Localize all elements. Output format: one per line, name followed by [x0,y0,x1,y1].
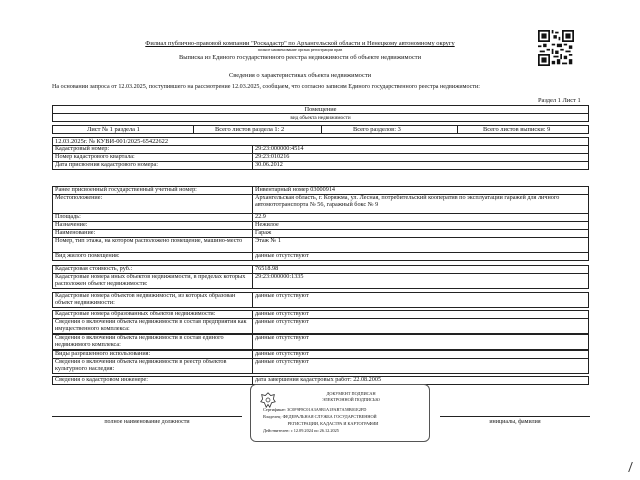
detail-value: Этаж № 1 [255,238,281,244]
document-subtitle: Сведения о характеристиках объекта недвижимости [228,72,372,79]
signature-stamp [250,384,430,442]
total-sheets: Всего листов выписки: 9 [483,126,551,133]
detail-label: Местоположение: [53,195,253,213]
object-type-caption: вид объекта недвижимости [290,115,351,121]
detail-label: Сведения о кадастровом инженере: [53,377,253,384]
stamp-owner: Владелец: ФЕДЕРАЛЬНАЯ СЛУЖБА ГОСУДАРСТВЕННОЙ [263,414,377,419]
detail-row [52,237,589,253]
detail-value: данные отсутствуют [255,311,309,317]
detail-value: Архангельская область, г. Коряжма, ул. Лесная, потребительский кооператив по эксплуатации гаражей для личного автомототранспорта № 56, гаражный бокс № 9 [255,195,560,208]
detail-row [52,334,589,350]
sheet-info-row [52,125,589,134]
stamp-subtitle: ЭЛЕКТРОННОЙ ПОДПИСЬЮ [322,397,380,402]
position-line [52,416,242,417]
divider [321,126,322,133]
detail-row [52,318,589,334]
detail-label: Кадастровые номера образованных объектов недвижимости: [53,311,253,318]
detail-label: Виды разрешенного использования: [53,351,253,358]
total-sheets-section: Всего листов раздела 1: 2 [215,126,285,133]
detail-value: данные отсутствуют [255,253,309,259]
meta-label: Кадастровый номер: [53,146,253,153]
detail-row [52,252,589,261]
qr-code-icon [538,30,574,66]
detail-value: 76518.98 [255,266,279,272]
detail-label: Кадастровые номера иных объектов недвижимости, в пределах которых расположен объект недвижимости: [53,274,253,288]
total-sections: Всего разделов: 3 [353,126,401,133]
request-basis: На основании запроса от 12.03.2025, поступившего на рассмотрение 12.03.2025, сообщаем, что согласно записям Единого государственного реестра недвижимости: [52,84,480,90]
detail-label: Кадастровые номера объектов недвижимости, из которых образован объект недвижимости: [53,293,253,307]
detail-value: данные отсутствуют [255,319,309,325]
detail-value: 22.9 [255,214,266,220]
date-number: 12.03.2025г. № КУВИ-001/2025-65422622 [55,138,169,145]
meta-label: Дата присвоения кадастрового номера: [53,162,253,169]
detail-label: Кадастровая стоимость, руб.: [53,266,253,273]
meta-value: 29:23:000000:4514 [255,146,304,152]
detail-value: данные отсутствуют [255,335,309,341]
detail-value: данные отсутствуют [255,351,309,357]
meta-value: 30.06.2012 [255,162,283,168]
org-caption: полное наименование органа регистрации прав [257,47,343,52]
object-type: Помещение [304,106,337,113]
detail-label: Вид жилого помещения: [53,253,253,260]
meta-label: Номер кадастрового квартала: [53,154,253,161]
document-title: Выписка из Единого государственного реестра недвижимости об объекте недвижимости [178,54,421,61]
detail-label: Площадь: [53,214,253,221]
stamp-title: ДОКУМЕНТ ПОДПИСАН [326,391,376,396]
detail-value: Инвентарный номер 03000914 [255,187,336,193]
meta-row [52,161,589,170]
name-caption: инициалы, фамилия [489,419,541,425]
detail-row [52,194,589,214]
name-line [440,416,590,417]
meta-value: 29:23:010216 [255,154,290,160]
detail-value: дата завершения кадастровых работ: 22.08.2005 [255,377,382,383]
detail-label: Ранее присвоенный государственный учетный номер: [53,187,253,194]
detail-label: Номер, тип этажа, на котором расположено помещение, машино-место [53,238,253,252]
detail-label: Назначение: [53,222,253,229]
scan-mark [628,462,639,472]
detail-row [52,273,589,289]
detail-label: Сведения о включении объекта недвижимости в состав единого недвижимого комплекса: [53,335,253,349]
stamp-owner-line-2: РЕГИСТРАЦИИ, КАДАСТРА И КАРТОГРАФИИ [287,421,379,426]
stamp-certificate: Сертификат: 3C0F9F8C01A3A9B1A1FAB7A58B01E2FD [263,407,367,412]
detail-value: Нежилое [255,222,279,228]
detail-label: Сведения о включении объекта недвижимости в состав предприятия как имущественного комплекса: [53,319,253,333]
detail-row [52,358,589,374]
detail-value: данные отсутствуют [255,293,309,299]
object-type-caption-row [52,113,589,122]
divider [193,126,194,133]
stamp-validity: Действителен: с 12.09.2024 по 26.12.2025 [263,428,339,433]
org-name: Филиал публично-правовой компании "Роскадастр" по Архангельской области и Ненецкому автономному округу [145,40,455,47]
detail-label: Сведения о включении объекта недвижимости в реестр объектов культурного наследия: [53,359,253,373]
detail-value: 29:23:000000:1335 [255,274,304,280]
detail-row [52,292,589,308]
detail-label: Наименование: [53,230,253,237]
detail-value: данные отсутствуют [255,359,309,365]
position-caption: полное наименование должности [104,419,190,425]
section-label: Раздел 1 Лист 1 [538,97,581,104]
sheet-number: Лист № 1 раздела 1 [87,126,140,133]
divider [457,126,458,133]
detail-value: Гараж [255,230,272,236]
